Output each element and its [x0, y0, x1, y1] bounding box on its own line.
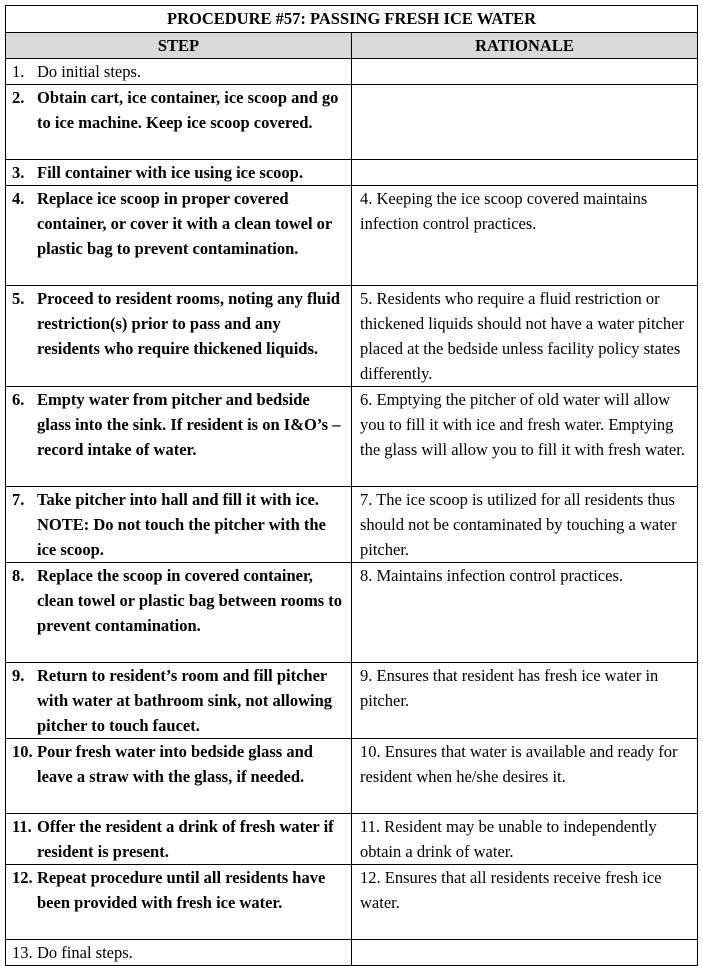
step-cell — [6, 487, 352, 563]
rationale-cell — [352, 940, 698, 966]
step-cell — [6, 814, 352, 865]
table-row — [6, 387, 698, 487]
step-cell — [6, 387, 352, 487]
step-text: Return to resident’s room and fill pitcher with water at bathroom sink, not allowing pitcher to touch faucet. — [37, 666, 333, 735]
step-text: Empty water from pitcher and bedside glass into the sink. If resident is on I&O’s – record intake of water. — [37, 390, 341, 459]
step-cell — [6, 160, 352, 186]
table-row — [6, 739, 698, 814]
step-cell — [6, 865, 352, 940]
rationale-cell: 8. Maintains infection control practices. — [352, 563, 698, 663]
step-number: 6. — [12, 390, 25, 409]
table-row — [6, 663, 698, 739]
rationale-cell: 12. Ensures that all residents receive fresh ice water. — [352, 865, 698, 940]
step-text: Proceed to resident rooms, noting any fluid restriction(s) prior to pass and any residents who require thickened liquids. — [37, 289, 340, 358]
step-cell — [6, 59, 352, 85]
table-row — [6, 940, 698, 966]
rationale-header: RATIONALE — [352, 33, 698, 59]
rationale-cell: 7. The ice scoop is utilized for all residents thus should not be contaminated by touching a water pitcher. — [352, 487, 698, 563]
rationale-cell: 11. Resident may be unable to independently obtain a drink of water. — [352, 814, 698, 865]
step-cell — [6, 563, 352, 663]
step-number: 13. — [12, 943, 33, 962]
procedure-table — [5, 5, 698, 966]
rationale-cell: 6. Emptying the pitcher of old water will allow you to fill it with ice and fresh water. Emptying the glass will allow you to fill it with fresh water. — [352, 387, 698, 487]
step-number: 11. — [12, 817, 32, 836]
table-row — [6, 85, 698, 160]
table-row — [6, 186, 698, 286]
step-number: 8. — [12, 566, 25, 585]
table-row — [6, 563, 698, 663]
step-text: Do final steps. — [37, 943, 133, 962]
rationale-cell: 10. Ensures that water is available and ready for resident when he/she desires it. — [352, 739, 698, 814]
table-row — [6, 286, 698, 387]
step-text: Do initial steps. — [37, 62, 142, 81]
table-row — [6, 487, 698, 563]
rationale-cell — [352, 85, 698, 160]
step-cell — [6, 739, 352, 814]
step-cell — [6, 663, 352, 739]
step-text: Offer the resident a drink of fresh water if resident is present. — [37, 817, 334, 861]
step-text: Fill container with ice using ice scoop. — [37, 163, 303, 182]
table-row — [6, 814, 698, 865]
step-text: Replace ice scoop in proper covered container, or cover it with a clean towel or plastic bag to prevent contamination. — [37, 189, 332, 258]
step-number: 10. — [12, 742, 33, 761]
table-row — [6, 865, 698, 940]
rationale-cell — [352, 160, 698, 186]
step-text: Repeat procedure until all residents have been provided with fresh ice water. — [37, 868, 326, 912]
step-cell — [6, 85, 352, 160]
step-header: STEP — [6, 33, 352, 59]
step-text: Obtain cart, ice container, ice scoop and go to ice machine. Keep ice scoop covered. — [37, 88, 339, 132]
step-cell — [6, 286, 352, 387]
rationale-cell — [352, 59, 698, 85]
rationale-cell: 5. Residents who require a fluid restriction or thickened liquids should not have a water pitcher placed at the bedside unless facility policy states differently. — [352, 286, 698, 387]
step-number: 1. — [12, 62, 25, 81]
step-number: 9. — [12, 666, 25, 685]
table-row — [6, 160, 698, 186]
step-number: 5. — [12, 289, 25, 308]
rationale-cell: 4. Keeping the ice scoop covered maintains infection control practices. — [352, 186, 698, 286]
step-number: 7. — [12, 490, 25, 509]
step-text: Take pitcher into hall and fill it with ice. NOTE: Do not touch the pitcher with the ice scoop. — [37, 490, 326, 559]
table-row — [6, 59, 698, 85]
step-number: 3. — [12, 163, 25, 182]
procedure-title: PROCEDURE #57: PASSING FRESH ICE WATER — [6, 6, 698, 33]
step-number: 12. — [12, 868, 33, 887]
step-text: Pour fresh water into bedside glass and leave a straw with the glass, if needed. — [37, 742, 313, 786]
step-cell — [6, 940, 352, 966]
rationale-cell: 9. Ensures that resident has fresh ice water in pitcher. — [352, 663, 698, 739]
step-cell — [6, 186, 352, 286]
step-number: 4. — [12, 189, 25, 208]
step-number: 2. — [12, 88, 25, 107]
step-text: Replace the scoop in covered container, clean towel or plastic bag between rooms to prevent contamination. — [37, 566, 343, 635]
